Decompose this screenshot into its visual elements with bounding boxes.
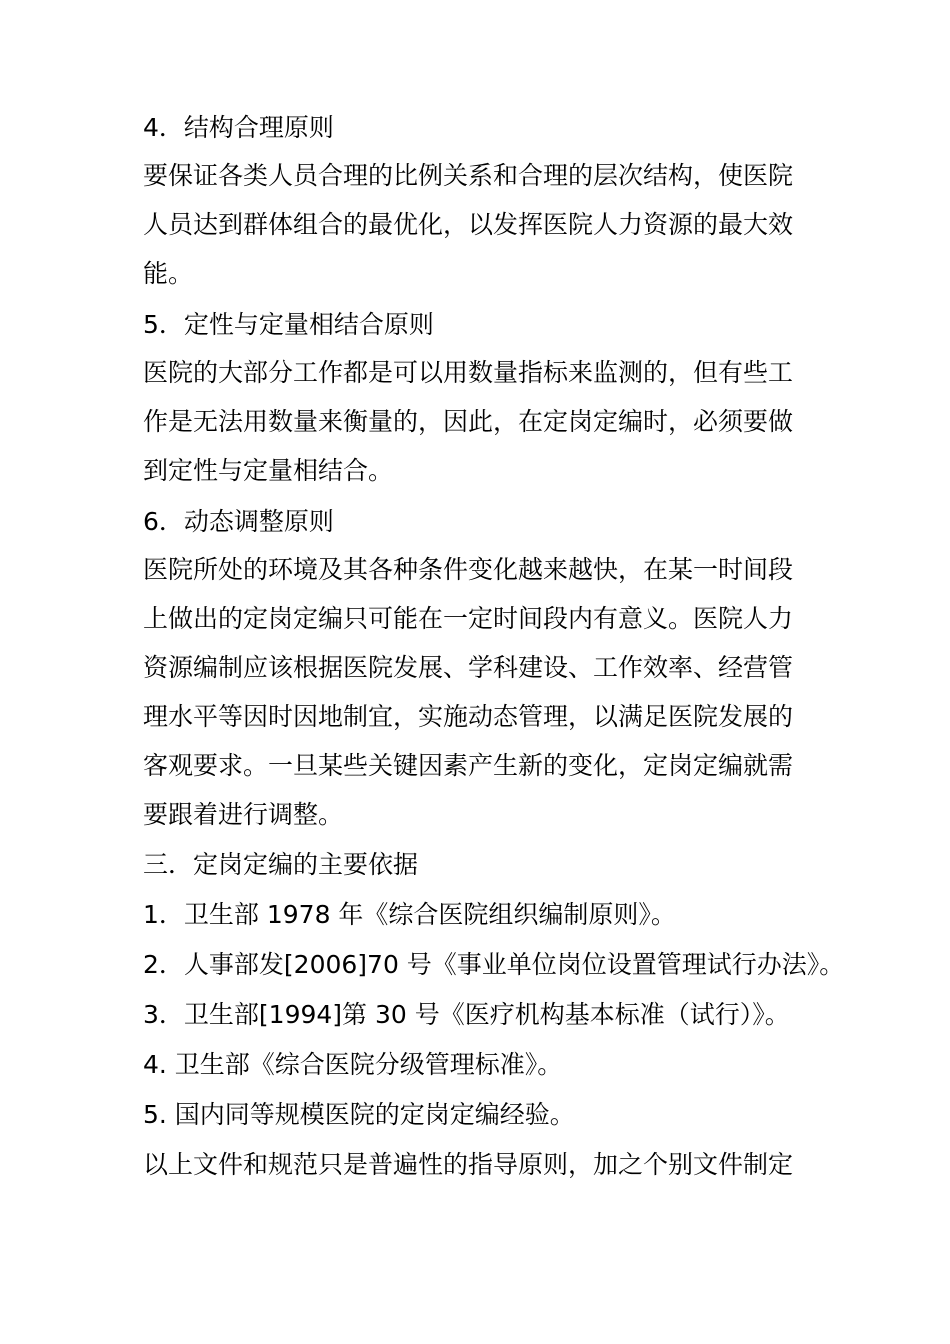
paragraph-line: 上做出的定岗定编只可能在一定时间段内有意义。医院人力 <box>143 604 794 633</box>
closing-paragraph-line: 以上文件和规范只是普遍性的指导原则，加之个别文件制定 <box>143 1150 794 1179</box>
list-item: 5. 国内同等规模医院的定岗定编经验。 <box>143 1100 575 1129</box>
heading-structure-principle: 4．结构合理原则 <box>143 113 334 142</box>
list-item: 3．卫生部[1994]第 30 号《医疗机构基本标准（试行）》。 <box>143 1000 790 1029</box>
list-item: 2．人事部发[2006]70 号《事业单位岗位设置管理试行办法》。 <box>143 950 845 979</box>
heading-main-basis: 三．定岗定编的主要依据 <box>143 850 419 879</box>
list-item: 1．卫生部 1978 年《综合医院组织编制原则》。 <box>143 900 676 929</box>
paragraph-qualitative-quantitative <box>143 358 823 486</box>
paragraph-line: 理水平等因时因地制宜，实施动态管理，以满足医院发展的 <box>143 702 794 731</box>
heading-qualitative-quantitative: 5．定性与定量相结合原则 <box>143 310 434 339</box>
list-item: 4. 卫生部《综合医院分级管理标准》。 <box>143 1050 563 1079</box>
paragraph-line: 要保证各类人员合理的比例关系和合理的层次结构，使医院 <box>143 161 794 190</box>
paragraph-dynamic-adjustment <box>143 555 823 830</box>
paragraph-line: 医院的大部分工作都是可以用数量指标来监测的，但有些工 <box>143 358 794 387</box>
paragraph-line: 资源编制应该根据医院发展、学科建设、工作效率、经营管 <box>143 653 794 682</box>
paragraph-line: 到定性与定量相结合。 <box>143 456 394 485</box>
paragraph-line: 要跟着进行调整。 <box>143 800 344 829</box>
document-body <box>143 113 845 1180</box>
paragraph-line: 人员达到群体组合的最优化，以发挥医院人力资源的最大效 <box>143 210 794 239</box>
heading-dynamic-adjustment: 6．动态调整原则 <box>143 507 334 536</box>
paragraph-line: 医院所处的环境及其各种条件变化越来越快，在某一时间段 <box>143 555 794 584</box>
paragraph-line: 能。 <box>143 259 194 288</box>
paragraph-line: 客观要求。一旦某些关键因素产生新的变化，定岗定编就需 <box>143 751 794 780</box>
paragraph-structure-principle <box>143 161 823 289</box>
paragraph-line: 作是无法用数量来衡量的，因此，在定岗定编时，必须要做 <box>143 407 794 436</box>
